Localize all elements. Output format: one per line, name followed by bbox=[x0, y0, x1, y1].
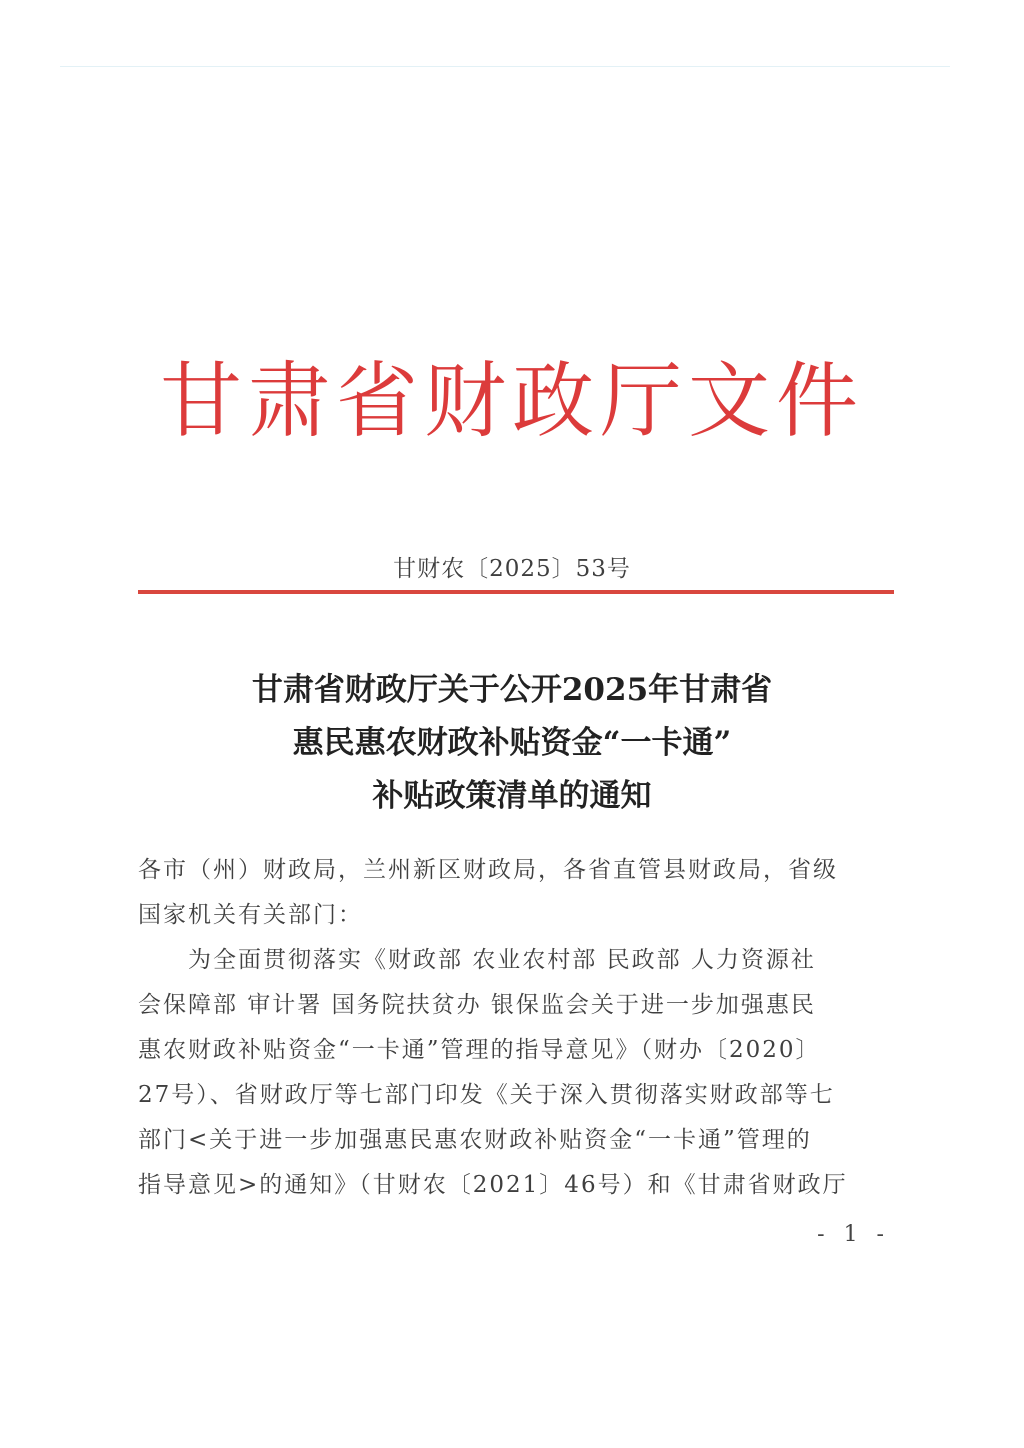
document-number: 甘财农〔2025〕53号 bbox=[393, 556, 631, 582]
body-line: 为全面贯彻落实《财政部 农业农村部 民政部 人力资源社 bbox=[138, 947, 816, 973]
masthead-title: 甘肃省财政厅文件 bbox=[159, 354, 864, 449]
body-line: 惠农财政补贴资金“一卡通”管理的指导意见》（财办〔2020〕 bbox=[138, 1037, 821, 1063]
notice-title bbox=[0, 664, 1024, 823]
body-line: 27号）、省财政厅等七部门印发《关于深入贯彻落实财政部等七 bbox=[138, 1082, 835, 1108]
page-number: - 1 - bbox=[817, 1222, 890, 1247]
title-line: 补贴政策清单的通知 bbox=[372, 778, 652, 814]
title-line: 惠民惠农财政补贴资金“一卡通” bbox=[292, 725, 732, 761]
title-line: 甘肃省财政厅关于公开2025年甘肃省 bbox=[251, 672, 773, 708]
body-line: 部门<关于进一步加强惠民惠农财政补贴资金“一卡通”管理的 bbox=[138, 1127, 812, 1153]
body-line: 指导意见>的通知》（甘财农〔2021〕46号）和《甘肃省财政厅 bbox=[138, 1172, 848, 1198]
body-line: 国家机关有关部门： bbox=[138, 902, 363, 928]
body-text bbox=[138, 848, 894, 1208]
body-line: 各市（州）财政局，兰州新区财政局，各省直管县财政局，省级 bbox=[138, 857, 838, 883]
scan-edge-line bbox=[60, 66, 950, 67]
red-separator-rule bbox=[138, 590, 894, 594]
body-line: 会保障部 审计署 国务院扶贫办 银保监会关于进一步加强惠民 bbox=[138, 992, 816, 1018]
